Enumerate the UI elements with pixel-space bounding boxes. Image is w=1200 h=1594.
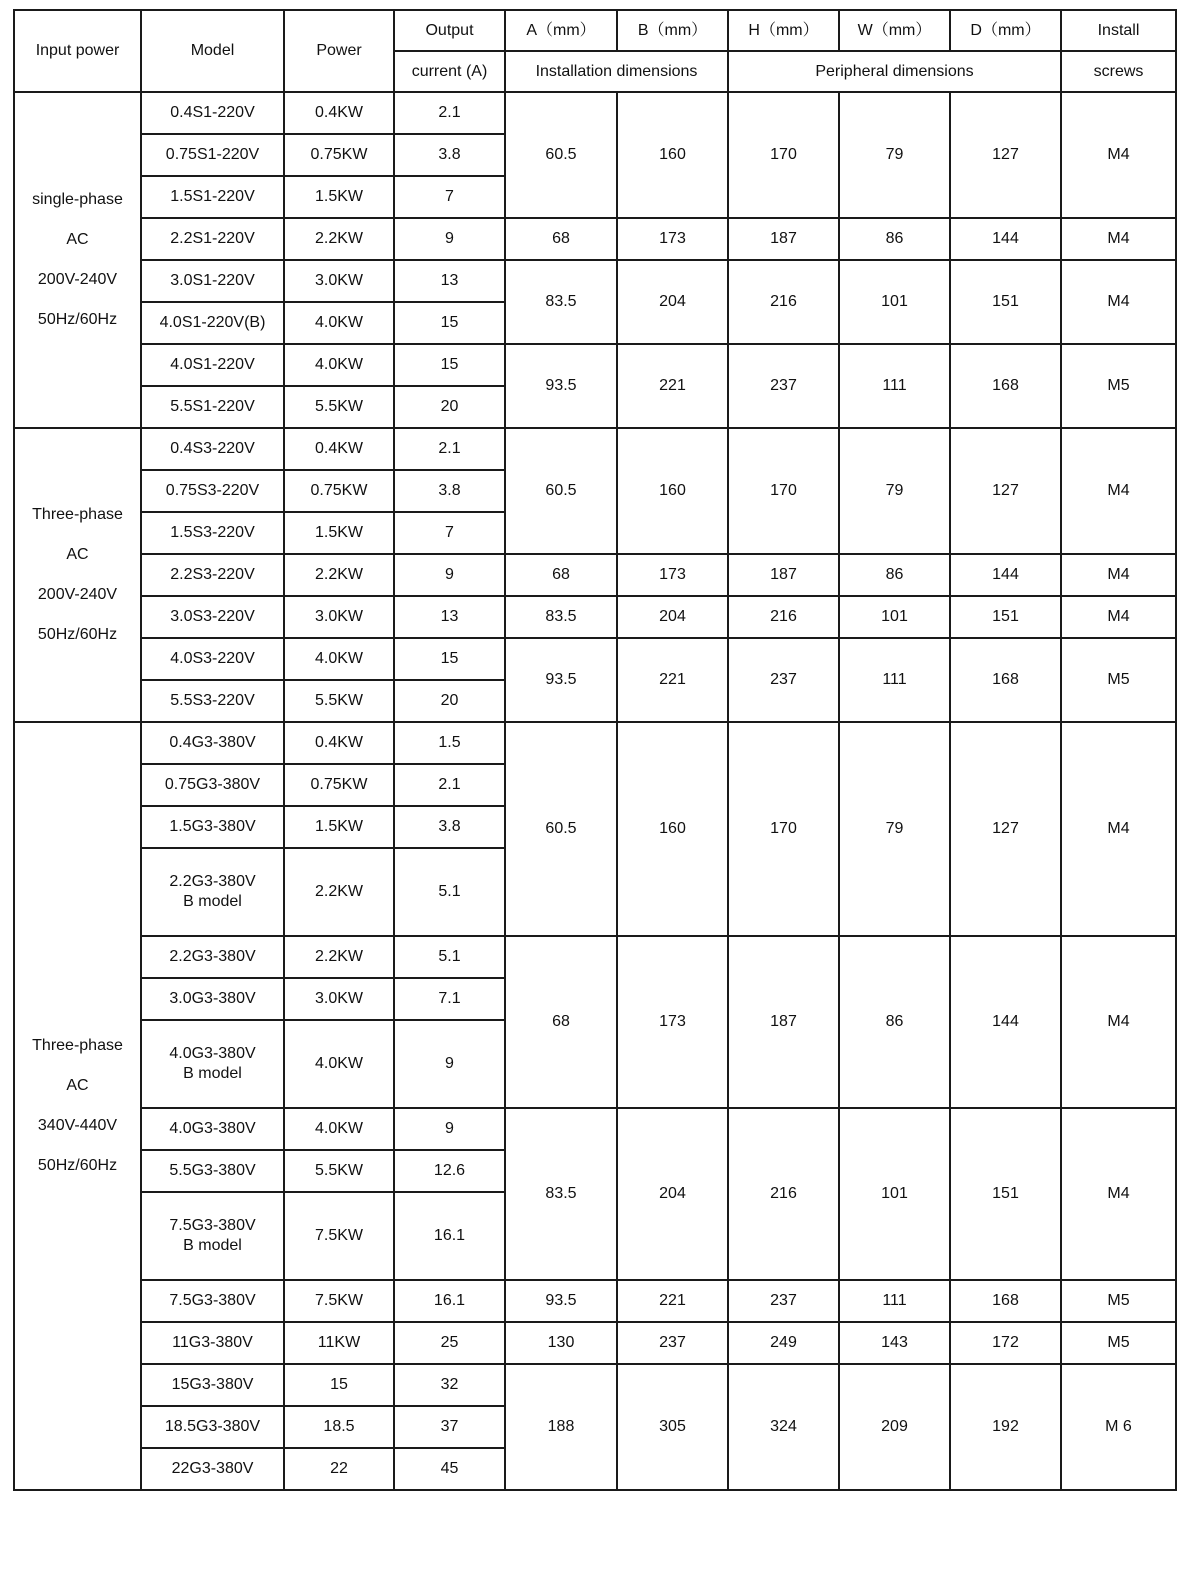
- dim-w-cell: 86: [839, 218, 950, 260]
- current-cell: 9: [394, 554, 505, 596]
- model-cell: 7.5G3-380V: [141, 1280, 284, 1322]
- power-cell: 4.0KW: [284, 302, 394, 344]
- input-power-line: AC: [66, 1077, 89, 1094]
- model-cell: 1.5S3-220V: [141, 512, 284, 554]
- dim-a-cell: 60.5: [505, 428, 617, 554]
- dim-a-cell: 83.5: [505, 1108, 617, 1280]
- dim-h-cell: 170: [728, 92, 839, 218]
- dim-b-cell: 204: [617, 1108, 728, 1280]
- model-cell: 5.5G3-380V: [141, 1150, 284, 1192]
- dim-d-cell: 127: [950, 428, 1061, 554]
- power-cell: 3.0KW: [284, 260, 394, 302]
- dim-screw-cell: M4: [1061, 428, 1176, 554]
- current-cell: 2.1: [394, 92, 505, 134]
- dim-h-cell: 170: [728, 428, 839, 554]
- current-cell: 37: [394, 1406, 505, 1448]
- current-cell: 9: [394, 218, 505, 260]
- current-cell: 20: [394, 386, 505, 428]
- current-cell: 20: [394, 680, 505, 722]
- dim-d-cell: 168: [950, 638, 1061, 722]
- dim-d-cell: 144: [950, 936, 1061, 1108]
- power-cell: 5.5KW: [284, 1150, 394, 1192]
- input-power-group: [14, 722, 141, 1490]
- header-h: H（mm）: [728, 10, 839, 51]
- dim-w-cell: 111: [839, 344, 950, 428]
- header-output-line1: Output: [394, 10, 505, 51]
- power-cell: 1.5KW: [284, 176, 394, 218]
- power-cell: 3.0KW: [284, 596, 394, 638]
- dim-d-cell: 151: [950, 596, 1061, 638]
- dim-screw-cell: M5: [1061, 638, 1176, 722]
- header-b: B（mm）: [617, 10, 728, 51]
- model-cell: [141, 1192, 284, 1280]
- power-cell: 7.5KW: [284, 1280, 394, 1322]
- dim-a-cell: 188: [505, 1364, 617, 1490]
- dim-a-cell: 68: [505, 936, 617, 1108]
- dim-h-cell: 170: [728, 722, 839, 936]
- current-cell: 5.1: [394, 936, 505, 978]
- dim-b-cell: 204: [617, 260, 728, 344]
- current-cell: 3.8: [394, 806, 505, 848]
- dim-w-cell: 143: [839, 1322, 950, 1364]
- model-cell: 18.5G3-380V: [141, 1406, 284, 1448]
- model-cell: 0.4G3-380V: [141, 722, 284, 764]
- dim-w-cell: 101: [839, 596, 950, 638]
- input-power-line: 340V-440V: [37, 1117, 118, 1134]
- current-cell: 12.6: [394, 1150, 505, 1192]
- power-cell: 22: [284, 1448, 394, 1490]
- power-cell: 0.75KW: [284, 764, 394, 806]
- dim-d-cell: 144: [950, 218, 1061, 260]
- model-cell: 4.0S1-220V(B): [141, 302, 284, 344]
- dim-screw-cell: M4: [1061, 596, 1176, 638]
- model-cell: 3.0S3-220V: [141, 596, 284, 638]
- header-power: Power: [284, 10, 394, 92]
- dim-d-cell: 192: [950, 1364, 1061, 1490]
- dim-d-cell: 127: [950, 722, 1061, 936]
- power-cell: 3.0KW: [284, 978, 394, 1020]
- input-power-line: 200V-240V: [37, 271, 118, 288]
- dim-b-cell: 204: [617, 596, 728, 638]
- model-variant: B model: [183, 1237, 242, 1254]
- dim-w-cell: 101: [839, 260, 950, 344]
- power-cell: 15: [284, 1364, 394, 1406]
- current-cell: 16.1: [394, 1280, 505, 1322]
- dim-b-cell: 173: [617, 218, 728, 260]
- power-cell: 4.0KW: [284, 1020, 394, 1108]
- current-cell: 1.5: [394, 722, 505, 764]
- input-power-line: AC: [66, 231, 89, 248]
- model-cell: 5.5S1-220V: [141, 386, 284, 428]
- header-model: Model: [141, 10, 284, 92]
- current-cell: 7: [394, 176, 505, 218]
- current-cell: 15: [394, 302, 505, 344]
- power-cell: 0.4KW: [284, 92, 394, 134]
- dim-b-cell: 305: [617, 1364, 728, 1490]
- dim-h-cell: 237: [728, 638, 839, 722]
- spec-table: [13, 9, 1177, 1491]
- dim-d-cell: 151: [950, 260, 1061, 344]
- dim-a-cell: 60.5: [505, 92, 617, 218]
- power-cell: 0.75KW: [284, 134, 394, 176]
- header-install-line1: Install: [1061, 10, 1176, 51]
- current-cell: 2.1: [394, 428, 505, 470]
- model-cell: 0.75S1-220V: [141, 134, 284, 176]
- model-cell: 0.75G3-380V: [141, 764, 284, 806]
- input-power-group: [14, 428, 141, 722]
- dim-b-cell: 173: [617, 554, 728, 596]
- dim-screw-cell: M4: [1061, 260, 1176, 344]
- dim-d-cell: 168: [950, 1280, 1061, 1322]
- input-power-line: Three-phase: [32, 1037, 123, 1054]
- dim-w-cell: 209: [839, 1364, 950, 1490]
- dim-b-cell: 160: [617, 428, 728, 554]
- model-cell: 0.4S3-220V: [141, 428, 284, 470]
- dim-screw-cell: M4: [1061, 554, 1176, 596]
- dim-w-cell: 79: [839, 92, 950, 218]
- dim-b-cell: 160: [617, 92, 728, 218]
- current-cell: 9: [394, 1108, 505, 1150]
- current-cell: 5.1: [394, 848, 505, 936]
- dim-a-cell: 130: [505, 1322, 617, 1364]
- power-cell: 1.5KW: [284, 806, 394, 848]
- dim-b-cell: 221: [617, 344, 728, 428]
- model-cell: 11G3-380V: [141, 1322, 284, 1364]
- current-cell: 3.8: [394, 470, 505, 512]
- dim-a-cell: 68: [505, 218, 617, 260]
- dim-screw-cell: M 6: [1061, 1364, 1176, 1490]
- header-peripheral-dimensions: Peripheral dimensions: [728, 51, 1061, 92]
- power-cell: 2.2KW: [284, 936, 394, 978]
- model-line: 4.0G3-380V: [169, 1045, 256, 1062]
- dim-d-cell: 127: [950, 92, 1061, 218]
- dim-a-cell: 60.5: [505, 722, 617, 936]
- model-cell: 22G3-380V: [141, 1448, 284, 1490]
- power-cell: 11KW: [284, 1322, 394, 1364]
- power-cell: 0.4KW: [284, 722, 394, 764]
- model-cell: [141, 848, 284, 936]
- model-variant: B model: [183, 1065, 242, 1082]
- dim-d-cell: 151: [950, 1108, 1061, 1280]
- model-cell: 4.0S3-220V: [141, 638, 284, 680]
- dim-b-cell: 160: [617, 722, 728, 936]
- header-d: D（mm）: [950, 10, 1061, 51]
- power-cell: 2.2KW: [284, 554, 394, 596]
- dim-a-cell: 93.5: [505, 638, 617, 722]
- model-cell: 1.5G3-380V: [141, 806, 284, 848]
- input-power-line: AC: [66, 546, 89, 563]
- model-variant: B model: [183, 893, 242, 910]
- model-cell: 0.4S1-220V: [141, 92, 284, 134]
- power-cell: 4.0KW: [284, 344, 394, 386]
- power-cell: 5.5KW: [284, 386, 394, 428]
- dim-h-cell: 216: [728, 596, 839, 638]
- dim-screw-cell: M4: [1061, 218, 1176, 260]
- input-power-group: [14, 92, 141, 428]
- power-cell: 4.0KW: [284, 1108, 394, 1150]
- current-cell: 16.1: [394, 1192, 505, 1280]
- model-cell: 2.2G3-380V: [141, 936, 284, 978]
- dim-w-cell: 79: [839, 722, 950, 936]
- dim-b-cell: 221: [617, 1280, 728, 1322]
- header-input-power: Input power: [14, 10, 141, 92]
- dim-screw-cell: M4: [1061, 722, 1176, 936]
- current-cell: 15: [394, 344, 505, 386]
- input-power-line: single-phase: [32, 191, 123, 208]
- dim-h-cell: 237: [728, 1280, 839, 1322]
- model-cell: 3.0G3-380V: [141, 978, 284, 1020]
- header-install-line2: screws: [1061, 51, 1176, 92]
- dim-h-cell: 237: [728, 344, 839, 428]
- model-cell: 4.0S1-220V: [141, 344, 284, 386]
- dim-d-cell: 144: [950, 554, 1061, 596]
- model-cell: 2.2S1-220V: [141, 218, 284, 260]
- dim-screw-cell: M5: [1061, 1280, 1176, 1322]
- power-cell: 0.4KW: [284, 428, 394, 470]
- dim-a-cell: 83.5: [505, 596, 617, 638]
- model-cell: 1.5S1-220V: [141, 176, 284, 218]
- input-power-line: 200V-240V: [37, 586, 118, 603]
- power-cell: 2.2KW: [284, 848, 394, 936]
- model-cell: [141, 1020, 284, 1108]
- current-cell: 7: [394, 512, 505, 554]
- dim-a-cell: 93.5: [505, 344, 617, 428]
- power-cell: 4.0KW: [284, 638, 394, 680]
- header-output-line2: current (A): [394, 51, 505, 92]
- dim-a-cell: 68: [505, 554, 617, 596]
- dim-screw-cell: M5: [1061, 344, 1176, 428]
- power-cell: 7.5KW: [284, 1192, 394, 1280]
- dim-h-cell: 187: [728, 554, 839, 596]
- dim-screw-cell: M5: [1061, 1322, 1176, 1364]
- current-cell: 7.1: [394, 978, 505, 1020]
- current-cell: 25: [394, 1322, 505, 1364]
- header-installation-dimensions: Installation dimensions: [505, 51, 728, 92]
- current-cell: 3.8: [394, 134, 505, 176]
- model-line: 2.2G3-380V: [169, 873, 256, 890]
- model-cell: 4.0G3-380V: [141, 1108, 284, 1150]
- dim-h-cell: 324: [728, 1364, 839, 1490]
- dim-screw-cell: M4: [1061, 1108, 1176, 1280]
- model-cell: 5.5S3-220V: [141, 680, 284, 722]
- dim-w-cell: 79: [839, 428, 950, 554]
- dim-h-cell: 249: [728, 1322, 839, 1364]
- dim-a-cell: 83.5: [505, 260, 617, 344]
- power-cell: 5.5KW: [284, 680, 394, 722]
- dim-screw-cell: M4: [1061, 92, 1176, 218]
- current-cell: 13: [394, 596, 505, 638]
- dim-d-cell: 168: [950, 344, 1061, 428]
- input-power-line: 50Hz/60Hz: [37, 1157, 118, 1174]
- dim-h-cell: 187: [728, 218, 839, 260]
- current-cell: 45: [394, 1448, 505, 1490]
- model-cell: 15G3-380V: [141, 1364, 284, 1406]
- current-cell: 13: [394, 260, 505, 302]
- current-cell: 32: [394, 1364, 505, 1406]
- input-power-line: Three-phase: [32, 506, 123, 523]
- dim-a-cell: 93.5: [505, 1280, 617, 1322]
- dim-h-cell: 187: [728, 936, 839, 1108]
- current-cell: 9: [394, 1020, 505, 1108]
- input-power-line: 50Hz/60Hz: [37, 626, 118, 643]
- power-cell: 1.5KW: [284, 512, 394, 554]
- model-line: 7.5G3-380V: [169, 1217, 256, 1234]
- input-power-line: 50Hz/60Hz: [37, 311, 118, 328]
- current-cell: 2.1: [394, 764, 505, 806]
- dim-b-cell: 237: [617, 1322, 728, 1364]
- current-cell: 15: [394, 638, 505, 680]
- header-w: W（mm）: [839, 10, 950, 51]
- model-cell: 2.2S3-220V: [141, 554, 284, 596]
- power-cell: 2.2KW: [284, 218, 394, 260]
- model-cell: 0.75S3-220V: [141, 470, 284, 512]
- power-cell: 18.5: [284, 1406, 394, 1448]
- dim-w-cell: 111: [839, 1280, 950, 1322]
- model-cell: 3.0S1-220V: [141, 260, 284, 302]
- dim-w-cell: 111: [839, 638, 950, 722]
- dim-b-cell: 173: [617, 936, 728, 1108]
- dim-w-cell: 86: [839, 936, 950, 1108]
- power-cell: 0.75KW: [284, 470, 394, 512]
- dim-d-cell: 172: [950, 1322, 1061, 1364]
- dim-h-cell: 216: [728, 260, 839, 344]
- dim-w-cell: 86: [839, 554, 950, 596]
- dim-h-cell: 216: [728, 1108, 839, 1280]
- dim-b-cell: 221: [617, 638, 728, 722]
- header-a: A（mm）: [505, 10, 617, 51]
- dim-w-cell: 101: [839, 1108, 950, 1280]
- dim-screw-cell: M4: [1061, 936, 1176, 1108]
